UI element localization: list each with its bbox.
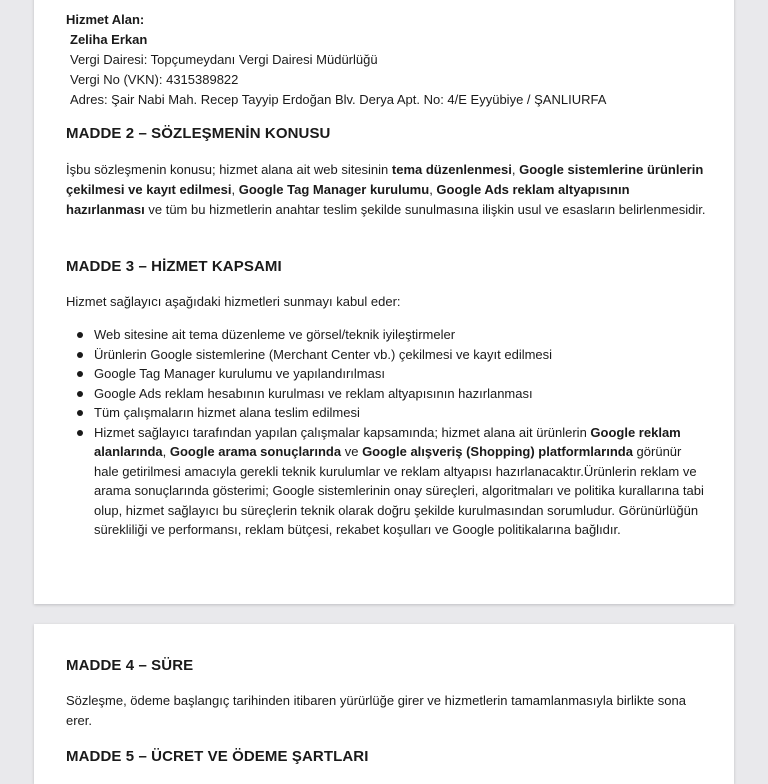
list-item: Tüm çalışmaların hizmet alana teslim edilmesi bbox=[66, 403, 706, 423]
madde-3-heading: MADDE 3 – HİZMET KAPSAMI bbox=[66, 258, 282, 275]
party-title: Hizmet Alan: bbox=[66, 12, 145, 27]
list-item: Ürünlerin Google sistemlerine (Merchant Center vb.) çekilmesi ve kayıt edilmesi bbox=[66, 345, 706, 365]
madde-4-heading: MADDE 4 – SÜRE bbox=[66, 657, 194, 674]
madde-3-list bbox=[66, 325, 706, 540]
party-tax-no: Vergi No (VKN): 4315389822 bbox=[70, 72, 239, 87]
document-page-2 bbox=[34, 624, 734, 784]
madde-2-paragraph: İşbu sözleşmenin konusu; hizmet alana ait web sitesinin tema düzenlenmesi, Google sistemlerine ürünlerin çekilmesi ve kayıt edilmesi, Google Tag Manager kurulumu, Google Ads reklam altyapısının hazırlanması ve tüm bu hizmetlerin anahtar teslim şekilde sunulmasına ilişkin usul ve esasların belirlenmesidir. bbox=[66, 162, 706, 217]
list-item: Hizmet sağlayıcı tarafından yapılan çalışmalar kapsamında; hizmet alana ait ürünlerin Google reklam alanlarında, Google arama sonuçlarında ve Google alışveriş (Shopping) platformlarında görünür hale getirilmesi amacıyla gerekli teknik kurulumlar ve reklam altyapısı hazırlanacaktır.Ürünlerin reklam ve arama sonuçlarında gösterimi; Google sistemlerinin onay süreçleri, algoritmaları ve politika kurallarına tabi olup, hizmet sağlayıcı bu süreçlerin teknik olarak doğru şekilde kurulmasından sorumludur. Görünürlüğün sürekliliği ve performansı, reklam bütçesi, rekabet koşulları ve Google politikalarına bağlıdır. bbox=[66, 423, 706, 540]
bullet-icon bbox=[77, 332, 83, 338]
party-name: Zeliha Erkan bbox=[70, 32, 148, 47]
bullet-icon bbox=[77, 410, 83, 416]
bullet-icon bbox=[77, 352, 83, 358]
madde-2-heading: MADDE 2 – SÖZLEŞMENİN KONUSU bbox=[66, 125, 331, 142]
list-item: Google Ads reklam hesabının kurulması ve reklam altyapısının hazırlanması bbox=[66, 384, 706, 404]
party-tax-office: Vergi Dairesi: Topçumeydanı Vergi Dairesi Müdürlüğü bbox=[70, 52, 378, 67]
bullet-icon bbox=[77, 391, 83, 397]
madde-4-paragraph: Sözleşme, ödeme başlangıç tarihinden itibaren yürürlüğe girer ve hizmetlerin tamamlanmasıyla birlikte sona erer. bbox=[66, 693, 686, 728]
document-page-1 bbox=[34, 0, 734, 604]
list-item: Web sitesine ait tema düzenleme ve görsel/teknik iyileştirmeler bbox=[66, 325, 706, 345]
bullet-icon bbox=[77, 430, 83, 436]
madde-5-heading: MADDE 5 – ÜCRET VE ÖDEME ŞARTLARI bbox=[66, 748, 369, 765]
list-item: Google Tag Manager kurulumu ve yapılandırılması bbox=[66, 364, 706, 384]
madde-3-intro: Hizmet sağlayıcı aşağıdaki hizmetleri sunmayı kabul eder: bbox=[66, 294, 401, 309]
bullet-icon bbox=[77, 371, 83, 377]
party-address: Adres: Şair Nabi Mah. Recep Tayyip Erdoğan Blv. Derya Apt. No: 4/E Eyyübiye / ŞANLIURFA bbox=[70, 92, 607, 107]
